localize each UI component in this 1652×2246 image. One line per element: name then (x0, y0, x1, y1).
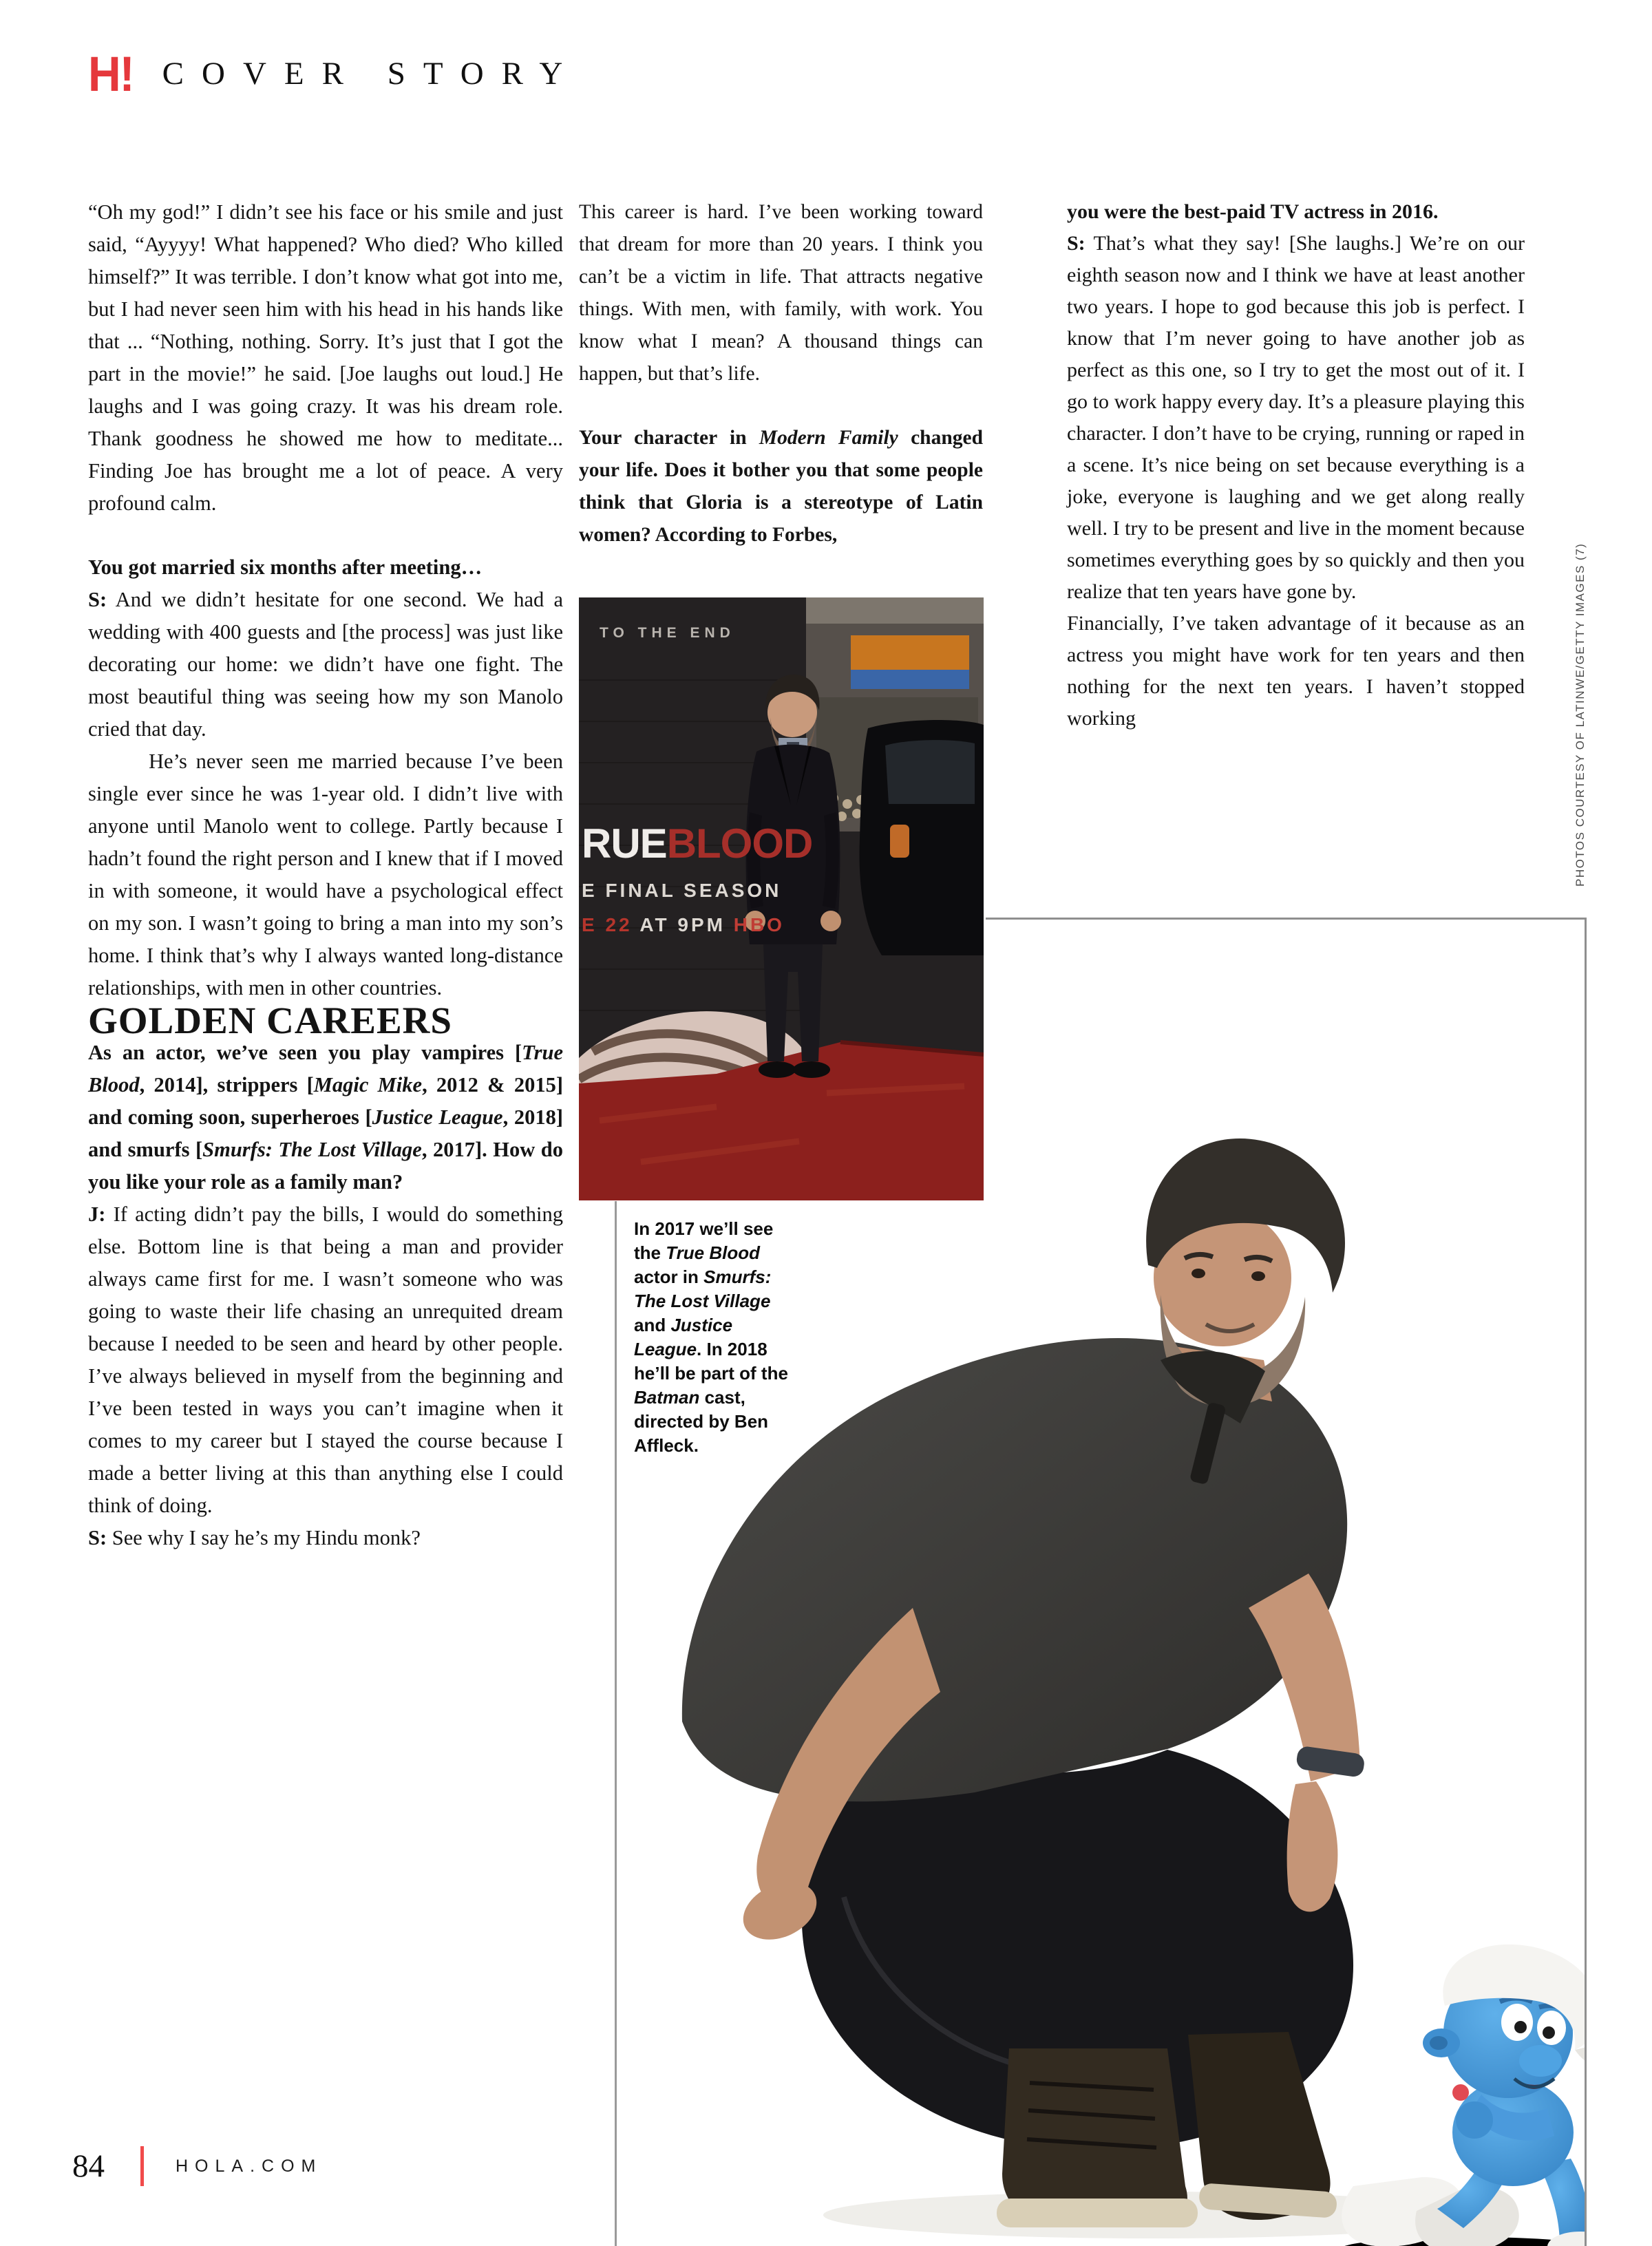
page-number: 84 (72, 2148, 105, 2184)
question-heading: You got married six months after meeting… (88, 555, 483, 579)
caption-title-true-blood: True Blood (666, 1242, 760, 1263)
caption-title-smurfs: Smurfs: The Lost Village (634, 1267, 772, 1311)
page-title: COVER STORY (162, 56, 581, 92)
title-modern-family: Modern Family (759, 427, 898, 449)
hbo-logo: HBO (733, 914, 785, 935)
page-footer (72, 2146, 322, 2186)
store-sign (851, 635, 969, 670)
poster-date: E 22 (582, 914, 640, 935)
column-2 (579, 196, 983, 551)
question-text: changed your life. Does it bother you that some people think that Gloria is a stereotype of Latin women? According to Forbes, (579, 427, 983, 546)
poster-title (582, 820, 812, 867)
caption-text: and (634, 1315, 671, 1335)
paragraph (88, 584, 563, 745)
masthead (88, 43, 580, 105)
speaker-label: S: (88, 588, 107, 611)
question-paragraph (579, 422, 983, 551)
poster-tagline: TO THE END (600, 625, 735, 641)
photo-credit: PHOTOS COURTESY OF LATINWE/GETTY IMAGES (7) (1574, 542, 1587, 887)
caption-title-batman: Batman (634, 1387, 700, 1408)
poster-date-line (582, 914, 785, 935)
question-text: , 2014], strippers [ (139, 1073, 314, 1096)
photo-frame-right (1585, 918, 1587, 2246)
paragraph: This career is hard. I’ve been working toward that dream for more than 20 years. I think you can’t be a victim in life. That attracts negative things. With men, with family, with work. You know what I mean? A thousand things can happen, but that’s life. (579, 201, 983, 385)
paragraph: Financially, I’ve taken advantage of it because as an actress you might have work for ten years and then nothing for the next ten years. I haven’t stopped working (1067, 612, 1525, 730)
poster-title-blood: BLOOD (666, 820, 813, 867)
question-continuation: you were the best-paid TV actress in 2016. (1067, 200, 1439, 223)
question-text: Your character in (579, 427, 759, 449)
speaker-label: S: (1067, 232, 1086, 255)
footer-divider (140, 2146, 144, 2186)
caption-text: actor in (634, 1267, 704, 1287)
speaker-label: J: (88, 1203, 106, 1226)
column-1 (88, 196, 563, 1554)
answer-text: And we didn’t hesitate for one second. We had a wedding with 400 guests and [the process] was just like decorating our home: we didn’t have one fight. The most beautiful thing was seeing how my son Manolo cried that day. (88, 588, 563, 741)
smurf-arm-spot (1452, 2084, 1469, 2101)
caption-title-justice-league: Justice League (634, 1315, 733, 1359)
poster-title-true: RUE (582, 820, 667, 867)
paragraph: He’s never seen me married because I’ve been single ever since he was 1-year old. I didn’t live with anyone until Manolo went to college. Partly because I hadn’t found the right person and I knew that if I moved in with someone, it would have a psychological effect on my son. I wasn’t going to bring a man into my son’s home. I think that’s why I always wanted long-distance relationships, with men in other countries. (88, 750, 563, 999)
question-text: , 2018] and smurfs [ (88, 1105, 563, 1161)
question-paragraph (88, 1037, 563, 1198)
poster-time: AT 9PM (639, 914, 734, 935)
poster-season-line: E FINAL SEASON (582, 880, 782, 901)
paragraph (1067, 228, 1525, 608)
photo-caption (634, 1217, 805, 1458)
site-name: HOLA.COM (176, 2156, 323, 2176)
smurf-illustration (1339, 1945, 1585, 2246)
title-magic-mike: Magic Mike (313, 1073, 423, 1096)
paragraph: “Oh my god!” I didn’t see his face or his smile and just said, “Ayyyy! What happened? Who died? Who killed himself?” It was terrible. I don’t know what got into me, but I had never seen him with his head in his hands like that ... “Nothing, nothing. Sorry. It’s just that I got the part in the movie!” he said. [Joe laughs out loud.] He laughs and I was going crazy. It was his dream role. Thank goodness he showed me how to meditate... Finding Joe has brought me a lot of peace. A very profound calm. (88, 200, 563, 515)
question-text: , 2017]. How do you like your role as a family man? (88, 1138, 563, 1194)
question-text: As an actor, we’ve seen you play vampires [ (88, 1041, 522, 1064)
paragraph (88, 1198, 563, 1522)
speaker-label: S: (88, 1526, 107, 1549)
true-blood-premiere-photo (579, 597, 984, 1200)
section-heading: GOLDEN CAREERS (88, 999, 452, 1041)
caption-text: . In 2018 he’ll be part of the (634, 1339, 788, 1384)
answer-text: See why I say he’s my Hindu monk? (112, 1526, 421, 1549)
answer-text: If acting didn’t pay the bills, I would do something else. Bottom line is that being a man and provider always came first for me. I wasn’t someone who was going to waste their life chasing an unrequited dream because I needed to be seen and heard by other people. I’ve always believed in myself from the beginning and I’ve been tested in ways you can’t imagine when it comes to my career but I stayed the course because I made a better living at this than anything else I could think of doing. (88, 1203, 564, 1517)
premiere-illustration (579, 597, 984, 1200)
caption-text: In 2017 we’ll see the (634, 1218, 774, 1263)
hola-logo: H! (88, 46, 134, 101)
photo-frame-left (615, 1201, 617, 2246)
caption-text: cast, directed by Ben Affleck. (634, 1387, 769, 1456)
title-justice-league: Justice League (372, 1105, 503, 1129)
photo-frame-top (986, 918, 1587, 920)
title-true-blood: True Blood (88, 1041, 563, 1096)
title-smurfs: Smurfs: The Lost Village (202, 1138, 422, 1161)
answer-text: That’s what they say! [She laughs.] We’re on our eighth season now and I think we have at least another two years. I hope to god because this job is perfect. I know that I’m never going to have another job as perfect as this one, so I try to get the most out of it. I go to work happy every day. It’s a pleasure playing this character. I don’t have to be crying, running or raped in a scene. It’s nice being on set because everything is a joke, everyone is laughing and we get along really well. I try to be present and live in the moment because sometimes everything goes by so quickly and then you realize that ten years have gone by. (1067, 232, 1525, 603)
column-3 (1067, 196, 1525, 734)
question-text: , 2012 & 2015] and coming soon, superheroes [ (88, 1073, 563, 1129)
paragraph (88, 1522, 563, 1554)
